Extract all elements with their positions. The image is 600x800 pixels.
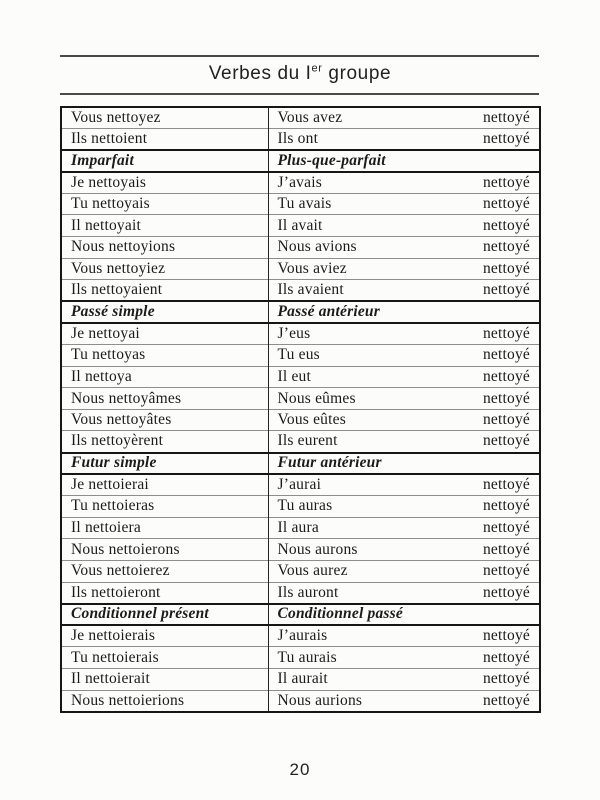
conjugation-table — [60, 106, 541, 713]
participle-text: nettoyé — [482, 324, 530, 342]
simple-form-cell: Il nettoierait — [61, 668, 268, 690]
simple-form-cell: Nous nettoierions — [61, 690, 268, 712]
tense-header-simple: Futur simple — [61, 453, 268, 475]
auxiliary-text: Ils eurent — [277, 432, 338, 450]
participle-text: nettoyé — [482, 670, 530, 688]
compound-form-wrap — [278, 411, 531, 429]
compound-form-cell — [268, 237, 540, 259]
conjugation-row — [61, 366, 540, 388]
compound-form-wrap — [278, 238, 531, 256]
conjugation-row — [61, 668, 540, 690]
auxiliary-text: Nous avions — [277, 238, 357, 256]
compound-form-cell — [268, 172, 540, 194]
compound-form-wrap — [278, 281, 531, 299]
conjugation-table-body — [61, 107, 540, 712]
compound-form-wrap — [278, 109, 531, 127]
compound-form-cell — [268, 625, 540, 647]
compound-form-cell — [268, 280, 540, 302]
participle-text: nettoyé — [482, 562, 530, 580]
compound-form-cell — [268, 409, 540, 431]
participle-text: nettoyé — [482, 130, 530, 148]
compound-form-cell — [268, 323, 540, 345]
conjugation-row — [61, 172, 540, 194]
auxiliary-text: Ils avaient — [277, 281, 344, 299]
participle-text: nettoyé — [482, 476, 530, 494]
tense-header-row — [61, 453, 540, 475]
simple-form-cell: Nous nettoyâmes — [61, 388, 268, 410]
conjugation-row — [61, 107, 540, 129]
participle-text: nettoyé — [482, 627, 530, 645]
participle-text: nettoyé — [482, 173, 530, 191]
conjugation-row — [61, 129, 540, 151]
compound-form-wrap — [278, 497, 531, 515]
auxiliary-text: Nous aurions — [277, 691, 363, 709]
conjugation-row — [61, 237, 540, 259]
compound-form-cell — [268, 539, 540, 561]
conjugation-row — [61, 280, 540, 302]
simple-form-cell: Tu nettoierais — [61, 647, 268, 669]
auxiliary-text: Il avait — [277, 216, 323, 234]
auxiliary-text: Vous aurez — [277, 562, 348, 580]
conjugation-row — [61, 539, 540, 561]
simple-form-cell: Il nettoyait — [61, 215, 268, 237]
header-rule-bottom — [60, 93, 539, 95]
conjugation-row — [61, 582, 540, 604]
conjugation-row — [61, 258, 540, 280]
auxiliary-text: Il aurait — [277, 670, 328, 688]
participle-text: nettoyé — [482, 519, 530, 537]
conjugation-row — [61, 496, 540, 518]
compound-form-cell — [268, 388, 540, 410]
simple-form-cell: Je nettoierais — [61, 625, 268, 647]
tense-header-compound: Conditionnel passé — [277, 605, 403, 623]
simple-form-cell: Vous nettoyiez — [61, 258, 268, 280]
participle-text: nettoyé — [482, 648, 530, 666]
auxiliary-text: Il aura — [277, 519, 319, 537]
auxiliary-text: Vous eûtes — [277, 411, 346, 429]
tense-header-compound: Futur antérieur — [277, 454, 382, 472]
participle-text: nettoyé — [482, 367, 530, 385]
conjugation-row — [61, 388, 540, 410]
conjugation-row — [61, 690, 540, 712]
compound-form-cell — [268, 668, 540, 690]
simple-form-cell: Vous nettoyâtes — [61, 409, 268, 431]
auxiliary-text: Tu aurais — [277, 648, 337, 666]
compound-form-wrap — [278, 670, 531, 688]
participle-text: nettoyé — [482, 411, 530, 429]
compound-form-cell — [268, 582, 540, 604]
simple-form-cell: Ils nettoieront — [61, 582, 268, 604]
compound-form-wrap — [278, 390, 531, 408]
conjugation-row — [61, 560, 540, 582]
tense-header-row — [61, 150, 540, 172]
compound-form-wrap — [278, 368, 531, 386]
compound-form-wrap — [278, 627, 531, 645]
participle-text: nettoyé — [482, 432, 530, 450]
participle-text: nettoyé — [482, 281, 530, 299]
simple-form-cell: Ils nettoient — [61, 129, 268, 151]
participle-text: nettoyé — [482, 259, 530, 277]
simple-form-cell: Vous nettoierez — [61, 560, 268, 582]
compound-form-wrap — [278, 562, 531, 580]
conjugation-row — [61, 345, 540, 367]
compound-form-wrap — [278, 476, 531, 494]
compound-form-wrap — [278, 130, 531, 148]
participle-text: nettoyé — [482, 497, 530, 515]
compound-form-wrap — [278, 649, 531, 667]
auxiliary-text: Vous avez — [277, 109, 343, 127]
participle-text: nettoyé — [482, 238, 530, 256]
participle-text: nettoyé — [482, 583, 530, 601]
conjugation-row — [61, 409, 540, 431]
conjugation-row — [61, 474, 540, 496]
compound-form-wrap — [278, 541, 531, 559]
compound-form-wrap — [278, 432, 531, 450]
simple-form-cell: Je nettoyais — [61, 172, 268, 194]
simple-form-cell: Je nettoierai — [61, 474, 268, 496]
simple-form-cell: Tu nettoieras — [61, 496, 268, 518]
compound-form-wrap — [278, 519, 531, 537]
conjugation-row — [61, 625, 540, 647]
auxiliary-text: Tu eus — [277, 346, 320, 364]
compound-form-wrap — [278, 325, 531, 343]
auxiliary-text: Ils auront — [277, 583, 339, 601]
compound-form-wrap — [278, 260, 531, 278]
tense-header-simple: Passé simple — [61, 301, 268, 323]
compound-form-wrap — [278, 174, 531, 192]
auxiliary-text: J’avais — [277, 173, 322, 191]
simple-form-cell: Il nettoya — [61, 366, 268, 388]
tense-header-compound: Plus-que-parfait — [277, 151, 386, 169]
simple-form-cell: Tu nettoyas — [61, 345, 268, 367]
simple-form-cell: Tu nettoyais — [61, 193, 268, 215]
compound-form-cell — [268, 107, 540, 129]
auxiliary-text: Il eut — [277, 367, 311, 385]
compound-form-cell — [268, 496, 540, 518]
simple-form-cell: Vous nettoyez — [61, 107, 268, 129]
auxiliary-text: J’aurai — [277, 476, 322, 494]
simple-form-cell: Nous nettoierons — [61, 539, 268, 561]
tense-header-compound: Passé antérieur — [277, 303, 380, 321]
conjugation-row — [61, 431, 540, 453]
participle-text: nettoyé — [482, 346, 530, 364]
compound-form-cell — [268, 345, 540, 367]
tense-header-simple: Imparfait — [61, 150, 268, 172]
compound-form-wrap — [278, 217, 531, 235]
conjugation-row — [61, 215, 540, 237]
participle-text: nettoyé — [482, 691, 530, 709]
compound-form-cell — [268, 258, 540, 280]
tense-header-simple: Conditionnel présent — [61, 604, 268, 626]
auxiliary-text: Nous eûmes — [277, 389, 356, 407]
conjugation-row — [61, 193, 540, 215]
page-title-suffix: groupe — [322, 63, 392, 84]
page-title-text: Verbes du I — [208, 63, 312, 84]
simple-form-cell: Ils nettoyaient — [61, 280, 268, 302]
compound-form-cell — [268, 474, 540, 496]
auxiliary-text: J’aurais — [277, 627, 328, 645]
compound-form-wrap — [278, 584, 531, 602]
auxiliary-text: Tu avais — [277, 195, 332, 213]
conjugation-row — [61, 647, 540, 669]
auxiliary-text: Tu auras — [277, 497, 333, 515]
tense-header-row — [61, 301, 540, 323]
simple-form-cell: Ils nettoyèrent — [61, 431, 268, 453]
auxiliary-text: Vous aviez — [277, 259, 347, 277]
auxiliary-text: Nous aurons — [277, 540, 358, 558]
participle-text: nettoyé — [482, 109, 530, 127]
compound-form-cell — [268, 129, 540, 151]
tense-header-row — [61, 604, 540, 626]
participle-text: nettoyé — [482, 216, 530, 234]
compound-form-cell — [268, 560, 540, 582]
participle-text: nettoyé — [482, 195, 530, 213]
conjugation-row — [61, 517, 540, 539]
simple-form-cell: Nous nettoyions — [61, 237, 268, 259]
compound-form-wrap — [278, 195, 531, 213]
page-title-superscript: er — [311, 62, 323, 75]
conjugation-row — [61, 323, 540, 345]
compound-form-cell — [268, 690, 540, 712]
participle-text: nettoyé — [482, 540, 530, 558]
compound-form-cell — [268, 647, 540, 669]
page-number: 20 — [289, 760, 311, 779]
auxiliary-text: Ils ont — [277, 130, 319, 148]
compound-form-cell — [268, 193, 540, 215]
header-rule-top — [60, 55, 539, 57]
participle-text: nettoyé — [482, 389, 530, 407]
auxiliary-text: J’eus — [277, 324, 311, 342]
compound-form-cell — [268, 366, 540, 388]
compound-form-cell — [268, 215, 540, 237]
simple-form-cell: Il nettoiera — [61, 517, 268, 539]
compound-form-wrap — [278, 346, 531, 364]
compound-form-wrap — [278, 692, 531, 710]
compound-form-cell — [268, 431, 540, 453]
page-title — [0, 62, 600, 87]
simple-form-cell: Je nettoyai — [61, 323, 268, 345]
compound-form-cell — [268, 517, 540, 539]
